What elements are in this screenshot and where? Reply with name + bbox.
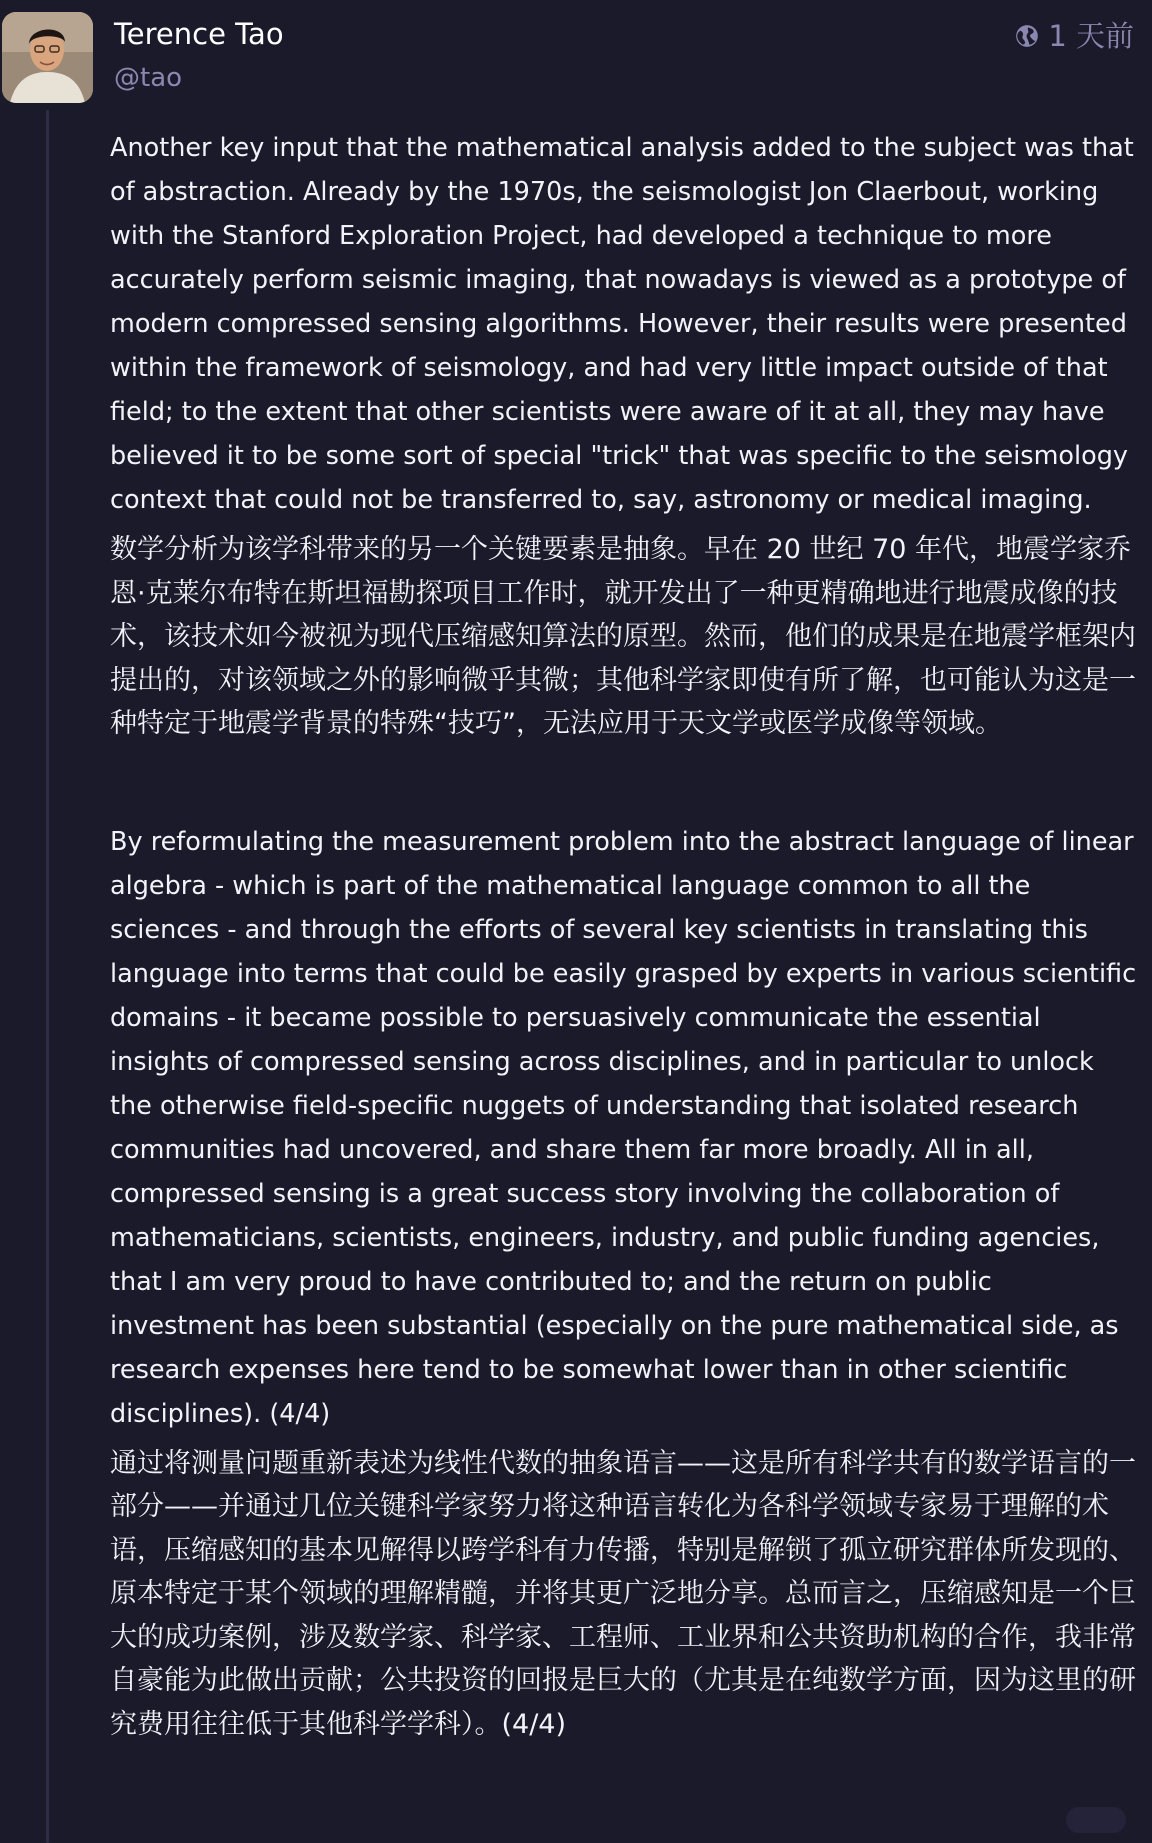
post-paragraph-en-2: By reformulating the measurement problem into the abstract language of linear algebra - which is part of the mathematical language common to all the sciences - and through the efforts of several key scientists in translating this language into terms that could be easily grasped by experts in various scientific domains - it became possible to persuasively communicate the essential insights of compressed sensing across disciplines, and in particular to unlock the otherwise field-specific nuggets of understanding that isolated research communities had uncovered, and share them far more broadly. All in all, compressed sensing is a great success story involving the collaboration of mathematicians, scientists, engineers, industry, and public funding agencies, that I am very proud to have contributed to; and the return on public investment has been substantial (especially on the pure mathematical side, as research expenses here tend to be somewhat lower than in other scientific disciplines). (4/4)	[110, 826, 1137, 1429]
globe-icon	[1014, 23, 1040, 49]
paragraph-gap	[110, 746, 1142, 820]
post-paragraph-zh-2: 通过将测量问题重新表述为线性代数的抽象语言——这是所有科学共有的数学语言的一部分——并通过几位关键科学家努力将这种语言转化为各科学领域专家易于理解的术语，压缩感知的基本见解得以跨学科有力传播，特别是解锁了孤立研究群体所发现的、原本特定于某个领域的理解精髓，并将其更广泛地分享。总而言之，压缩感知是一个巨大的成功案例，涉及数学家、科学家、工程师、工业界和公共资助机构的合作，我非常自豪能为此做出贡献；公共投资的回报是巨大的（尤其是在纯数学方面，因为这里的研究费用往往低于其他科学学科）。(4/4)	[110, 1447, 1136, 1740]
author-display-name[interactable]: Terence Tao	[114, 17, 284, 51]
scroll-indicator	[1066, 1807, 1126, 1833]
post-paragraph-en-1: Another key input that the mathematical analysis added to the subject was that of abstraction. Already by the 1970s, the seismologist Jon Claerbout, working with the Stanford Exploration Project, had developed a technique to more accurately perform seismic imaging, that nowadays is viewed as a prototype of modern compressed sensing algorithms. However, their results were presented within the framework of seismology, and had very little impact outside of that field; to the extent that other scientists were aware of it at all, they may have believed it to be some sort of special "trick" that was specific to the seismology context that could not be transferred to, say, astronomy or medical imaging.	[110, 133, 1134, 515]
author-avatar[interactable]	[2, 12, 93, 103]
post-paragraph-zh-1: 数学分析为该学科带来的另一个关键要素是抽象。早在 20 世纪 70 年代，地震学家乔恩·克莱尔布特在斯坦福勘探项目工作时，就开发出了一种更精确地进行地震成像的技术，该技术如今被视为现代压缩感知算法的原型。然而，他们的成果是在地震学框架内提出的，对该领域之外的影响微乎其微；其他科学家即使有所了解，也可能认为这是一种特定于地震学背景的特殊“技巧”，无法应用于天文学或医学成像等领域。	[110, 534, 1136, 739]
thread-line	[46, 110, 49, 1843]
avatar-photo-icon	[2, 12, 93, 103]
post-meta	[1014, 16, 1134, 56]
author-handle[interactable]: @tao	[114, 63, 183, 93]
post-body	[110, 126, 1142, 1746]
post-timestamp[interactable]: 1 天前	[1048, 19, 1134, 53]
